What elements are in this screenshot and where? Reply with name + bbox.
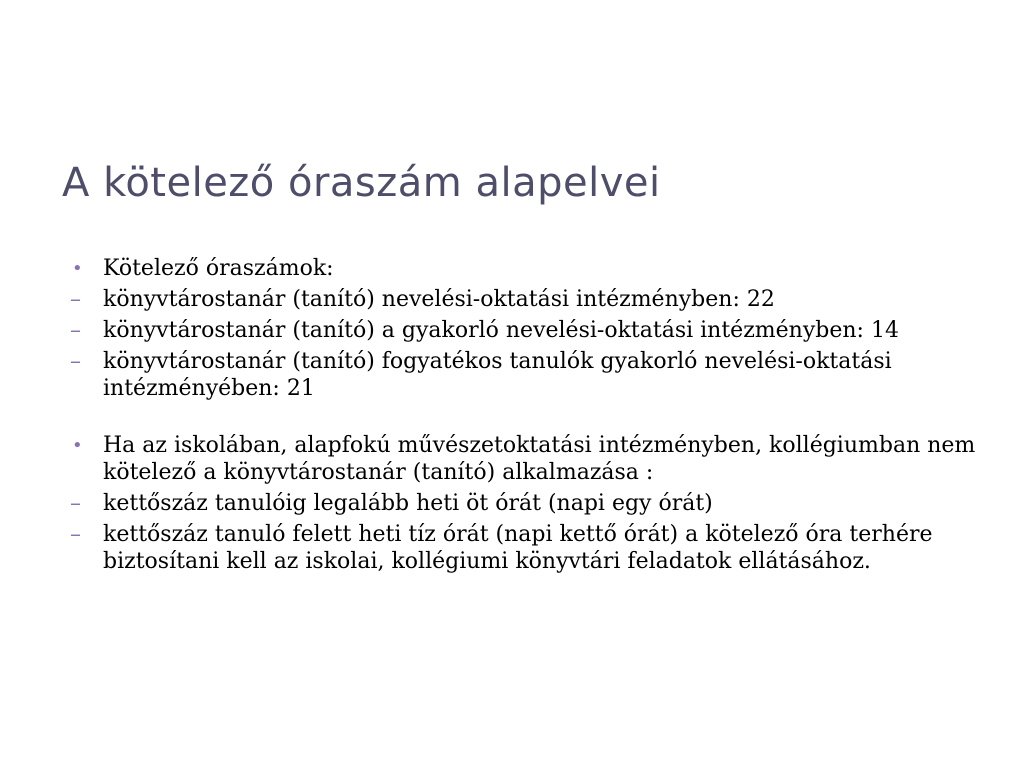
sub-item (70, 317, 980, 344)
sub-item-text: könyvtárostanár (tanító) fogyatékos tanulók gyakorló nevelési-oktatási intézményében: 21 (103, 349, 892, 401)
dash-marker: – (70, 349, 81, 374)
bullet-marker: • (72, 435, 83, 456)
section-spacer (70, 406, 980, 432)
slide-title: A kötelező óraszám alapelvei (62, 160, 661, 206)
dash-marker: – (70, 491, 81, 516)
sub-item-text: könyvtárostanár (tanító) nevelési-oktatási intézményben: 22 (103, 287, 775, 312)
dash-marker: – (70, 287, 81, 312)
sub-item-text: kettőszáz tanuló felett heti tíz órát (napi kettő órát) a kötelező óra terhére biztosítani kell az iskolai, kollégiumi könyvtári feladatok ellátásához. (103, 522, 933, 574)
bullet-item (70, 432, 980, 486)
bullet-marker: • (72, 258, 83, 279)
sub-item-text: könyvtárostanár (tanító) a gyakorló nevelési-oktatási intézményben: 14 (103, 318, 899, 343)
slide-content (70, 255, 980, 579)
dash-marker: – (70, 522, 81, 547)
bullet-text: Kötelező óraszámok: (103, 256, 334, 281)
dash-marker: – (70, 318, 81, 343)
bullet-text: Ha az iskolában, alapfokú művészetoktatási intézményben, kollégiumban nem kötelező a könyvtárostanár (tanító) alkalmazása : (103, 433, 976, 485)
sub-item-text: kettőszáz tanulóig legalább heti öt órát (napi egy órát) (103, 491, 713, 516)
sub-item (70, 521, 980, 575)
sub-item (70, 286, 980, 313)
bullet-item (70, 255, 980, 282)
sub-item (70, 348, 980, 402)
sub-item (70, 490, 980, 517)
